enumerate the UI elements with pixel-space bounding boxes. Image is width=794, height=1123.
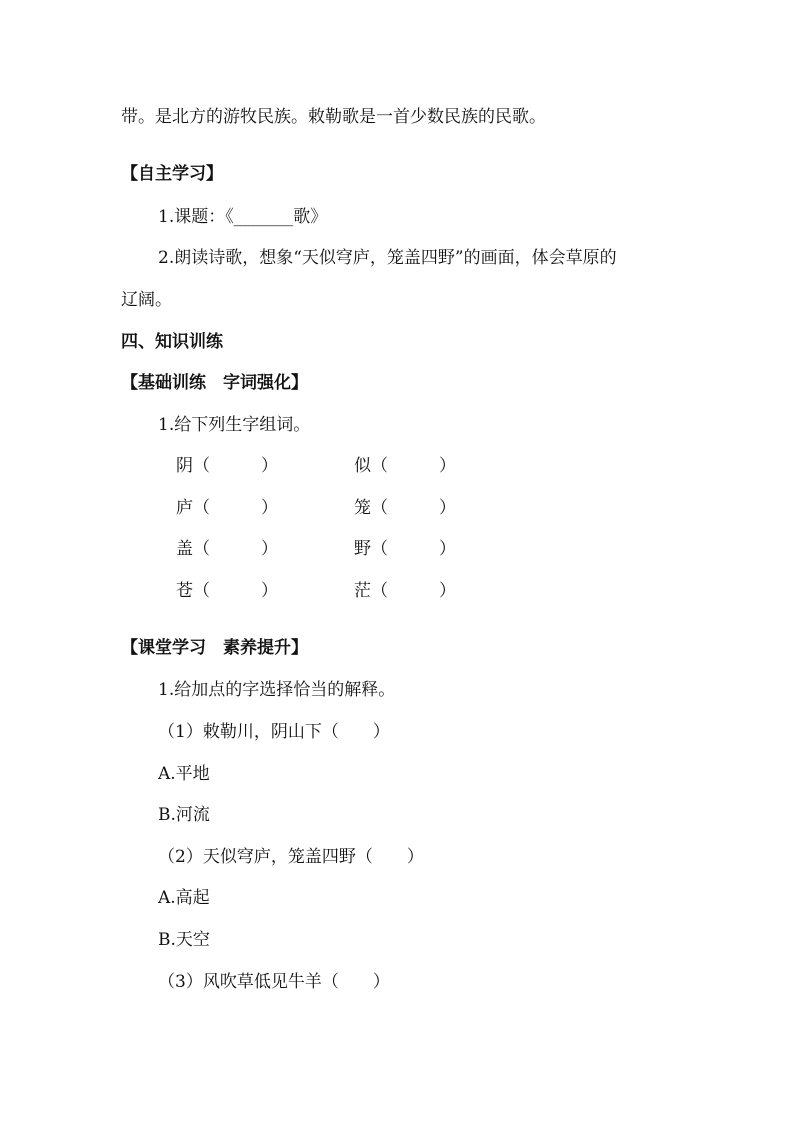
question-1-prompt: （1）敕勒川，阴山下（ ） <box>158 722 390 742</box>
word-blank-left: 盖（ ） <box>176 539 278 559</box>
question-2-option-a: A.高起 <box>158 888 210 908</box>
classroom-heading: 【课堂学习 素养提升】 <box>121 638 308 658</box>
word-blank-left: 苍（ ） <box>176 581 278 601</box>
question-1-option-b: B.河流 <box>158 805 210 825</box>
word-blank-left: 阴（ ） <box>176 456 278 476</box>
word-blank-right: 笼（ ） <box>354 498 456 518</box>
question-2-option-b: B.天空 <box>158 930 210 950</box>
self-study-item-1: 1.课题：《_______歌》 <box>158 207 328 227</box>
word-blank-right: 茫（ ） <box>354 581 456 601</box>
self-study-item-2: 2.朗读诗歌，想象“天似穹庐，笼盖四野”的画面，体会草原的 <box>158 248 617 268</box>
word-blank-left: 庐（ ） <box>176 498 278 518</box>
basic-training-heading: 【基础训练 字词强化】 <box>121 373 308 393</box>
question-3-prompt: （3）风吹草低见牛羊（ ） <box>158 972 390 992</box>
question-1-option-a: A.平地 <box>158 764 210 784</box>
intro-text: 带。是北方的游牧民族。敕勒歌是一首少数民族的民歌。 <box>121 107 546 127</box>
self-study-item-2-cont: 辽阔。 <box>121 290 172 310</box>
question-2-prompt: （2）天似穹庐，笼盖四野（ ） <box>158 847 424 867</box>
word-blank-right: 似（ ） <box>354 456 456 476</box>
section-title: 四、知识训练 <box>121 332 223 352</box>
basic-instruction: 1.给下列生字组词。 <box>158 415 311 435</box>
word-blank-right: 野（ ） <box>354 539 456 559</box>
classroom-instruction: 1.给加点的字选择恰当的解释。 <box>158 680 396 700</box>
self-study-heading: 【自主学习】 <box>121 164 223 184</box>
